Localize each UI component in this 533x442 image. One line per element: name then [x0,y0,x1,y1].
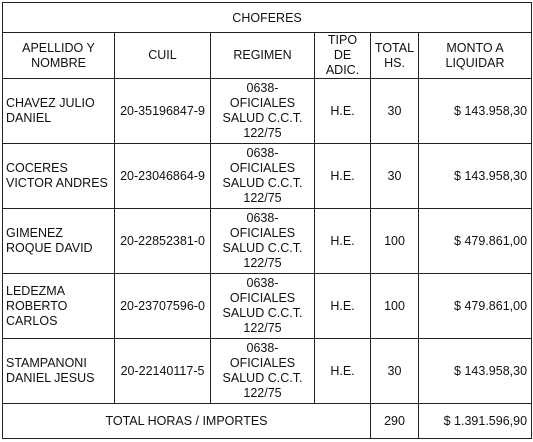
cell-total: 30 [371,339,419,404]
cell-total: 30 [371,79,419,144]
cell-name: STAMPANONI DANIEL JESUS [3,339,115,404]
table-title: CHOFERES [3,3,532,33]
totals-hours: 290 [371,404,419,439]
cell-tipo: H.E. [315,79,371,144]
header-regimen: REGIMEN [211,33,315,79]
header-tipo: TIPO DE ADIC. [315,33,371,79]
table-row [3,144,532,209]
cell-cuil: 20-23707596-0 [115,274,211,339]
cell-regimen: 0638- OFICIALES SALUD C.C.T. 122/75 [211,339,315,404]
cell-tipo: H.E. [315,144,371,209]
cell-regimen: 0638- OFICIALES SALUD C.C.T. 122/75 [211,274,315,339]
cell-monto: $ 479.861,00 [419,274,532,339]
cell-regimen: 0638- OFICIALES SALUD C.C.T. 122/75 [211,209,315,274]
choferes-table [2,2,532,439]
header-name: APELLIDO Y NOMBRE [3,33,115,79]
cell-cuil: 20-22140117-5 [115,339,211,404]
cell-tipo: H.E. [315,209,371,274]
cell-cuil: 20-22852381-0 [115,209,211,274]
cell-name: CHAVEZ JULIO DANIEL [3,79,115,144]
cell-monto: $ 479.861,00 [419,209,532,274]
totals-amount: $ 1.391.596,90 [419,404,532,439]
cell-tipo: H.E. [315,274,371,339]
cell-monto: $ 143.958,30 [419,339,532,404]
header-row [3,33,532,79]
cell-total: 30 [371,144,419,209]
header-monto: MONTO A LIQUIDAR [419,33,532,79]
cell-regimen: 0638- OFICIALES SALUD C.C.T. 122/75 [211,144,315,209]
cell-monto: $ 143.958,30 [419,144,532,209]
totals-label: TOTAL HORAS / IMPORTES [3,404,371,439]
table-row [3,339,532,404]
header-total: TOTAL HS. [371,33,419,79]
header-cuil: CUIL [115,33,211,79]
table-row [3,209,532,274]
cell-name: LEDEZMA ROBERTO CARLOS [3,274,115,339]
cell-total: 100 [371,274,419,339]
cell-cuil: 20-35196847-9 [115,79,211,144]
cell-name: COCERES VICTOR ANDRES [3,144,115,209]
cell-tipo: H.E. [315,339,371,404]
cell-regimen: 0638- OFICIALES SALUD C.C.T. 122/75 [211,79,315,144]
cell-total: 100 [371,209,419,274]
cell-cuil: 20-23046864-9 [115,144,211,209]
totals-row [3,404,532,439]
cell-name: GIMENEZ ROQUE DAVID [3,209,115,274]
table-row [3,274,532,339]
table-row [3,79,532,144]
cell-monto: $ 143.958,30 [419,79,532,144]
